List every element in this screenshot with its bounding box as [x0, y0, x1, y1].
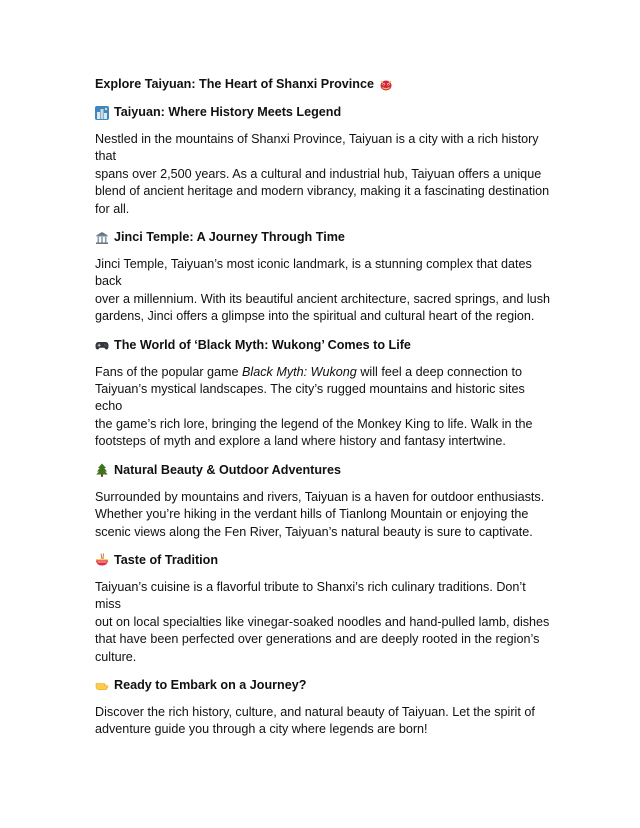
document-page [95, 76, 555, 750]
document-title-text: Explore Taiyuan: The Heart of Shanxi Province [95, 77, 374, 91]
section-heading-journey [95, 677, 555, 694]
evergreen-tree-icon [95, 463, 109, 477]
game-title-italic: Black Myth: Wukong [242, 364, 357, 379]
section-heading-nature [95, 462, 555, 479]
classical-building-icon [95, 231, 109, 245]
paragraph-text: Fans of the popular game [95, 364, 243, 379]
section-paragraph-cuisine: Taiyuan’s cuisine is a flavorful tribute to Shanxi’s rich culinary traditions. Don’t miss out on local specialties like vinegar-soaked noodles and hand-pulled lamb, dishes that have been perfected over generations and are deeply rooted in the region’s culture. [95, 579, 550, 664]
section-heading-wukong [95, 337, 555, 354]
section-paragraph-wukong [95, 364, 555, 451]
section-heading-history [95, 104, 555, 121]
pointing-hand-icon [95, 678, 109, 692]
section-paragraph-jinci: Jinci Temple, Taiyuan’s most iconic landmark, is a stunning complex that dates back over a millennium. With its beautiful ancient architecture, sacred springs, and lush gardens, Jinci offers a glimpse into the spiritual and cultural heart of the region. [95, 257, 550, 324]
section-heading-text: Taiyuan: Where History Meets Legend [114, 105, 342, 119]
game-controller-icon [95, 338, 109, 352]
noodle-bowl-icon [95, 553, 109, 567]
section-paragraph-history: Nestled in the mountains of Shanxi Province, Taiyuan is a city with a rich history that spans over 2,500 years. As a cultural and industrial hub, Taiyuan offers a unique blend of ancient heritage and modern vibrancy, making it a fascinating destination for all. [95, 132, 550, 216]
section-heading-text: The World of ‘Black Myth: Wukong’ Comes to Life [114, 337, 411, 352]
section-heading-text: Natural Beauty & Outdoor Adventures [114, 462, 341, 477]
section-heading-text: Taste of Tradition [114, 552, 219, 567]
paragraph-text: will feel a deep connection to Taiyuan’s mystical landscapes. The city’s rugged mountains and historic sites echo the game’s rich lore, bringing the legend of the Monkey King to life. Walk in the footsteps of myth and explore a land where history and fantasy intertwine. [95, 364, 533, 449]
section-heading-jinci [95, 229, 555, 246]
section-paragraph-nature: Surrounded by mountains and rivers, Taiyuan is a haven for outdoor enthusiasts. Whether you’re hiking in the verdant hills of Tianlong Mountain or enjoying the scenic views along the Fen River, Taiyuan’s natural beauty is sure to captivate. [95, 489, 545, 539]
cityscape-icon [95, 106, 109, 120]
section-heading-cuisine [95, 552, 555, 569]
section-paragraph-journey: Discover the rich history, culture, and natural beauty of Taiyuan. Let the spirit of adventure guide you through a city where legends are born! [95, 704, 535, 737]
section-heading-text: Ready to Embark on a Journey? [114, 677, 307, 692]
document-title [95, 76, 555, 93]
chinese-lion-dance-icon [379, 78, 393, 92]
section-heading-text: Jinci Temple: A Journey Through Time [114, 230, 345, 245]
